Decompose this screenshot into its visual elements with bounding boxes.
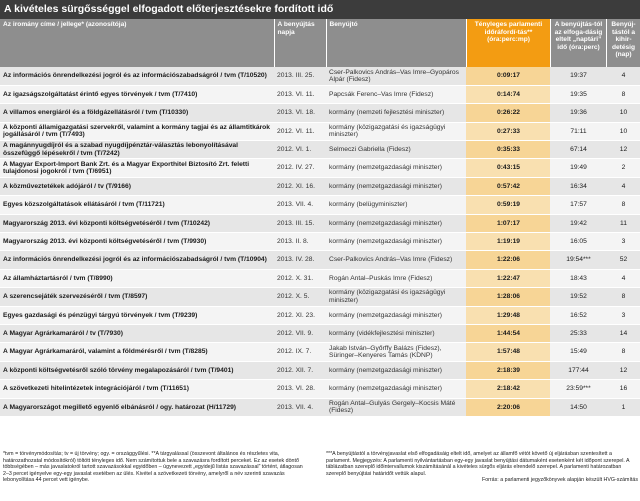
cell-hours: 19:54*** xyxy=(550,251,606,269)
table-row xyxy=(0,361,640,379)
table-row xyxy=(0,196,640,214)
cell-hours: 177:44 xyxy=(550,361,606,379)
cell-days: 1 xyxy=(606,398,640,416)
table-row xyxy=(0,398,640,416)
table-title: A kivételes sürgősséggel elfogadott előterjesztésekre fordított idő xyxy=(0,0,640,19)
cell-submitter: kormány (belügyminiszter) xyxy=(326,196,466,214)
cell-time: 0:43:15 xyxy=(466,159,550,177)
cell-time: 0:26:22 xyxy=(466,104,550,122)
cell-hours: 19:42 xyxy=(550,214,606,232)
cell-hours: 14:50 xyxy=(550,398,606,416)
cell-days: 12 xyxy=(606,141,640,159)
cell-law: Az igazságszolgáltatást érintő egyes törvények / tvm (T/7410) xyxy=(0,85,274,103)
footnote-left: *tvm = törvénymódosítás; tv = új törvény; ogy. = országgyűlési. **A tárgyalással (összevont általános és részletes vita, határozathozatal módosítókról) töltött tényleges idő. Nem számítottuk bele a szavazásra fordított perceket. Ez az esetek döntő többségében – más javaslatokról tartott szavazásokkal egyidőben – úgynevezett „egyidejű listás szavazással” történt, átlagosan 2–3 percet igényelve egy-egy javaslat esetében az ülés. Kivétel a szövetkezeti törvény, amelyről a név szerinti szavazás lebonyolítása 44 percet vett igénybe. xyxy=(3,451,303,483)
cell-law: A szövetkezeti hitelintézetek integrációjáról / tvm (T/11651) xyxy=(0,380,274,398)
cell-date: 2012. XI. 16. xyxy=(274,177,326,195)
cell-submitter: kormány (nemzetgazdasági miniszter) xyxy=(326,177,466,195)
cell-time: 0:27:33 xyxy=(466,122,550,140)
table-row xyxy=(0,214,640,232)
cell-time: 0:57:42 xyxy=(466,177,550,195)
cell-submitter: Rogán Antal–Gulyás Gergely–Kocsis Máté (Fidesz) xyxy=(326,398,466,416)
cell-law: A központi költségvetésről szóló törvény megalapozásáról / tvm (T/9401) xyxy=(0,361,274,379)
cell-days: 14 xyxy=(606,324,640,342)
cell-submitter: kormány (nemzetgazdasági miniszter) xyxy=(326,214,466,232)
header-date: A benyújtás napja xyxy=(274,19,326,67)
cell-law: A központi államigazgatási szervekről, valamint a kormány tagjai és az államtitkárok jogállásáról / tvm (T/7493) xyxy=(0,122,274,140)
cell-submitter: kormány (nemzetgazdasági miniszter) xyxy=(326,233,466,251)
cell-submitter: kormány (nemzetgazdasági miniszter) xyxy=(326,306,466,324)
cell-submitter: Cser-Palkovics András–Vas Imre (Fidesz) xyxy=(326,251,466,269)
cell-submitter: Cser-Palkovics András–Vas Imre–Gyopáros Alpár (Fidesz) xyxy=(326,67,466,85)
cell-days: 4 xyxy=(606,177,640,195)
table-row xyxy=(0,306,640,324)
cell-time: 0:09:17 xyxy=(466,67,550,85)
cell-time: 1:07:17 xyxy=(466,214,550,232)
table-body xyxy=(0,67,640,416)
cell-days: 4 xyxy=(606,67,640,85)
cell-days: 4 xyxy=(606,269,640,287)
cell-time: 0:59:19 xyxy=(466,196,550,214)
header-submitter: Benyújtó xyxy=(326,19,466,67)
cell-days: 3 xyxy=(606,306,640,324)
data-table xyxy=(0,19,640,417)
cell-hours: 23:59*** xyxy=(550,380,606,398)
cell-days: 52 xyxy=(606,251,640,269)
cell-time: 1:19:19 xyxy=(466,233,550,251)
cell-date: 2012. X. 31. xyxy=(274,269,326,287)
cell-days: 10 xyxy=(606,122,640,140)
cell-hours: 71:11 xyxy=(550,122,606,140)
cell-law: Az információs önrendelkezési jogról és az információszabadságról / tvm (T/10904) xyxy=(0,251,274,269)
cell-days: 8 xyxy=(606,196,640,214)
cell-days: 11 xyxy=(606,214,640,232)
table-row xyxy=(0,251,640,269)
cell-date: 2012. VI. 1. xyxy=(274,141,326,159)
cell-date: 2012. VI. 11. xyxy=(274,122,326,140)
table-row xyxy=(0,122,640,140)
cell-submitter: Papcsák Ferenc–Vas Imre (Fidesz) xyxy=(326,85,466,103)
cell-hours: 17:57 xyxy=(550,196,606,214)
cell-time: 1:22:06 xyxy=(466,251,550,269)
cell-days: 10 xyxy=(606,104,640,122)
cell-days: 8 xyxy=(606,343,640,361)
cell-days: 8 xyxy=(606,288,640,306)
table-row xyxy=(0,343,640,361)
cell-submitter: kormány (nemzetgazdasági miniszter) xyxy=(326,361,466,379)
cell-time: 2:18:39 xyxy=(466,361,550,379)
cell-date: 2013. VI. 18. xyxy=(274,104,326,122)
cell-date: 2012. VII. 9. xyxy=(274,324,326,342)
table-row xyxy=(0,159,640,177)
cell-submitter: kormány (közigazgatási és igazságügyi miniszter) xyxy=(326,288,466,306)
cell-law: Az információs önrendelkezési jogról és az információszabadságról / tvm (T/10520) xyxy=(0,67,274,85)
table-row xyxy=(0,67,640,85)
cell-law: Egyes közszolgáltatások ellátásáról / tvm (T/11721) xyxy=(0,196,274,214)
header-hours: A benyújtás-tól az elfoga-dásig eltelt „naptári” idő (óra:perc) xyxy=(550,19,606,67)
cell-date: 2013. III. 25. xyxy=(274,67,326,85)
table-row xyxy=(0,85,640,103)
cell-date: 2012. IV. 27. xyxy=(274,159,326,177)
cell-date: 2013. VII. 4. xyxy=(274,196,326,214)
cell-law: Az államháztartásról / tvm (T/8990) xyxy=(0,269,274,287)
cell-date: 2013. IV. 28. xyxy=(274,251,326,269)
cell-date: 2013. III. 15. xyxy=(274,214,326,232)
cell-law: A szerencsejáték szervezéséről / tvm (T/8597) xyxy=(0,288,274,306)
cell-hours: 16:52 xyxy=(550,306,606,324)
header-days: Benyúj-tástól a kihir-detésig (nap) xyxy=(606,19,640,67)
cell-date: 2013. VII. 4. xyxy=(274,398,326,416)
cell-days: 3 xyxy=(606,233,640,251)
cell-hours: 19:52 xyxy=(550,288,606,306)
cell-time: 1:29:48 xyxy=(466,306,550,324)
cell-hours: 16:05 xyxy=(550,233,606,251)
cell-submitter: kormány (nemzetgazdasági miniszter) xyxy=(326,159,466,177)
cell-law: A Magyar Agrárkamaráról / tv (T/7930) xyxy=(0,324,274,342)
cell-law: Egyes gazdasági és pénzügyi tárgyú törvények / tvm (T/9239) xyxy=(0,306,274,324)
cell-date: 2012. XII. 7. xyxy=(274,361,326,379)
cell-days: 2 xyxy=(606,159,640,177)
cell-law: Magyarország 2013. évi központi költségvetéséről / tvm (T/9930) xyxy=(0,233,274,251)
table-row xyxy=(0,288,640,306)
cell-time: 1:57:48 xyxy=(466,343,550,361)
cell-law: Magyarország 2013. évi központi költségvetéséről / tvm (T/10242) xyxy=(0,214,274,232)
cell-hours: 19:36 xyxy=(550,104,606,122)
header-law: Az iromány címe / jellege* (azonosítója) xyxy=(0,19,274,67)
cell-days: 16 xyxy=(606,380,640,398)
table-row xyxy=(0,104,640,122)
cell-time: 2:18:42 xyxy=(466,380,550,398)
source-note: Forrás: a parlamenti jegyzőkönyvek alapján készült HVG-számítás xyxy=(481,477,638,483)
cell-law: A közműveztetékek adójáról / tv (T/9166) xyxy=(0,177,274,195)
footnote-right-block xyxy=(326,451,638,484)
table-row xyxy=(0,233,640,251)
cell-submitter: Rogán Antal–Puskás Imre (Fidesz) xyxy=(326,269,466,287)
cell-law: A Magyarországot megillető egyenlő elbánásról / ogy. határozat (H/11729) xyxy=(0,398,274,416)
cell-date: 2013. VI. 28. xyxy=(274,380,326,398)
cell-date: 2012. X. 5. xyxy=(274,288,326,306)
cell-date: 2012. IX. 7. xyxy=(274,343,326,361)
table-row xyxy=(0,177,640,195)
cell-date: 2013. VI. 11. xyxy=(274,85,326,103)
table-row xyxy=(0,324,640,342)
table-row xyxy=(0,141,640,159)
cell-hours: 15:49 xyxy=(550,343,606,361)
cell-submitter: Selmeczi Gabriella (Fidesz) xyxy=(326,141,466,159)
cell-date: 2013. II. 8. xyxy=(274,233,326,251)
cell-time: 2:20:06 xyxy=(466,398,550,416)
footnotes xyxy=(0,449,640,501)
cell-submitter: kormány (nemzetgazdasági miniszter) xyxy=(326,380,466,398)
table-header-row xyxy=(0,19,640,67)
cell-submitter: kormány (vidékfejlesztési miniszter) xyxy=(326,324,466,342)
cell-date: 2012. XI. 23. xyxy=(274,306,326,324)
cell-submitter: kormány (közigazgatási és igazságügyi miniszter) xyxy=(326,122,466,140)
cell-hours: 67:14 xyxy=(550,141,606,159)
footnote-right: ***A benyújtástól a törvényjavaslat első elfogadásáig eltelt idő, amelyet az államfő vétót követő új eljárásban szentesített a parlament. Megjegyzés: A parlamenti nyilvántartásban egy-egy javaslat benyújtási dátumaként esetenként két időpont szerepel. A táblázatban szereplő időintervallumok kiszámításánál a kivételes sürgős eljárás elrendelő szerepel. A parlamenti határozatban szereplő benyújtási határidőt vettük alapul. xyxy=(326,451,630,477)
cell-time: 0:35:33 xyxy=(466,141,550,159)
cell-submitter: kormány (nemzeti fejlesztési miniszter) xyxy=(326,104,466,122)
cell-law: A villamos energiáról és a földgázellátásról / tvm (T/10330) xyxy=(0,104,274,122)
cell-law: A Magyar Export-Import Bank Zrt. és a Magyar Exporthitel Biztosító Zrt. feletti tulajdonosi jogokról / tvm (T/6951) xyxy=(0,159,274,177)
header-time: Tényleges parlamenti időráfordí-tás** (óra:perc:mp) xyxy=(466,19,550,67)
table-row xyxy=(0,380,640,398)
cell-days: 8 xyxy=(606,85,640,103)
cell-law: A Magyar Agrárkamaráról, valamint a földmérésről / tvm (T/8285) xyxy=(0,343,274,361)
cell-hours: 19:35 xyxy=(550,85,606,103)
table-row xyxy=(0,269,640,287)
cell-time: 0:14:74 xyxy=(466,85,550,103)
cell-hours: 19:37 xyxy=(550,67,606,85)
cell-hours: 25:33 xyxy=(550,324,606,342)
cell-hours: 16:34 xyxy=(550,177,606,195)
cell-submitter: Jakab István–Győrffy Balázs (Fidesz), Süringer–Kenyeres Tamás (KDNP) xyxy=(326,343,466,361)
cell-time: 1:28:06 xyxy=(466,288,550,306)
cell-hours: 19:49 xyxy=(550,159,606,177)
cell-time: 1:22:47 xyxy=(466,269,550,287)
cell-hours: 18:43 xyxy=(550,269,606,287)
cell-law: A magánnyugdíjról és a szabad nyugdíjpénztár-választás lebonyolításával összefüggő lépésekről / tvm (T/7242) xyxy=(0,141,274,159)
cell-days: 12 xyxy=(606,361,640,379)
cell-time: 1:44:54 xyxy=(466,324,550,342)
